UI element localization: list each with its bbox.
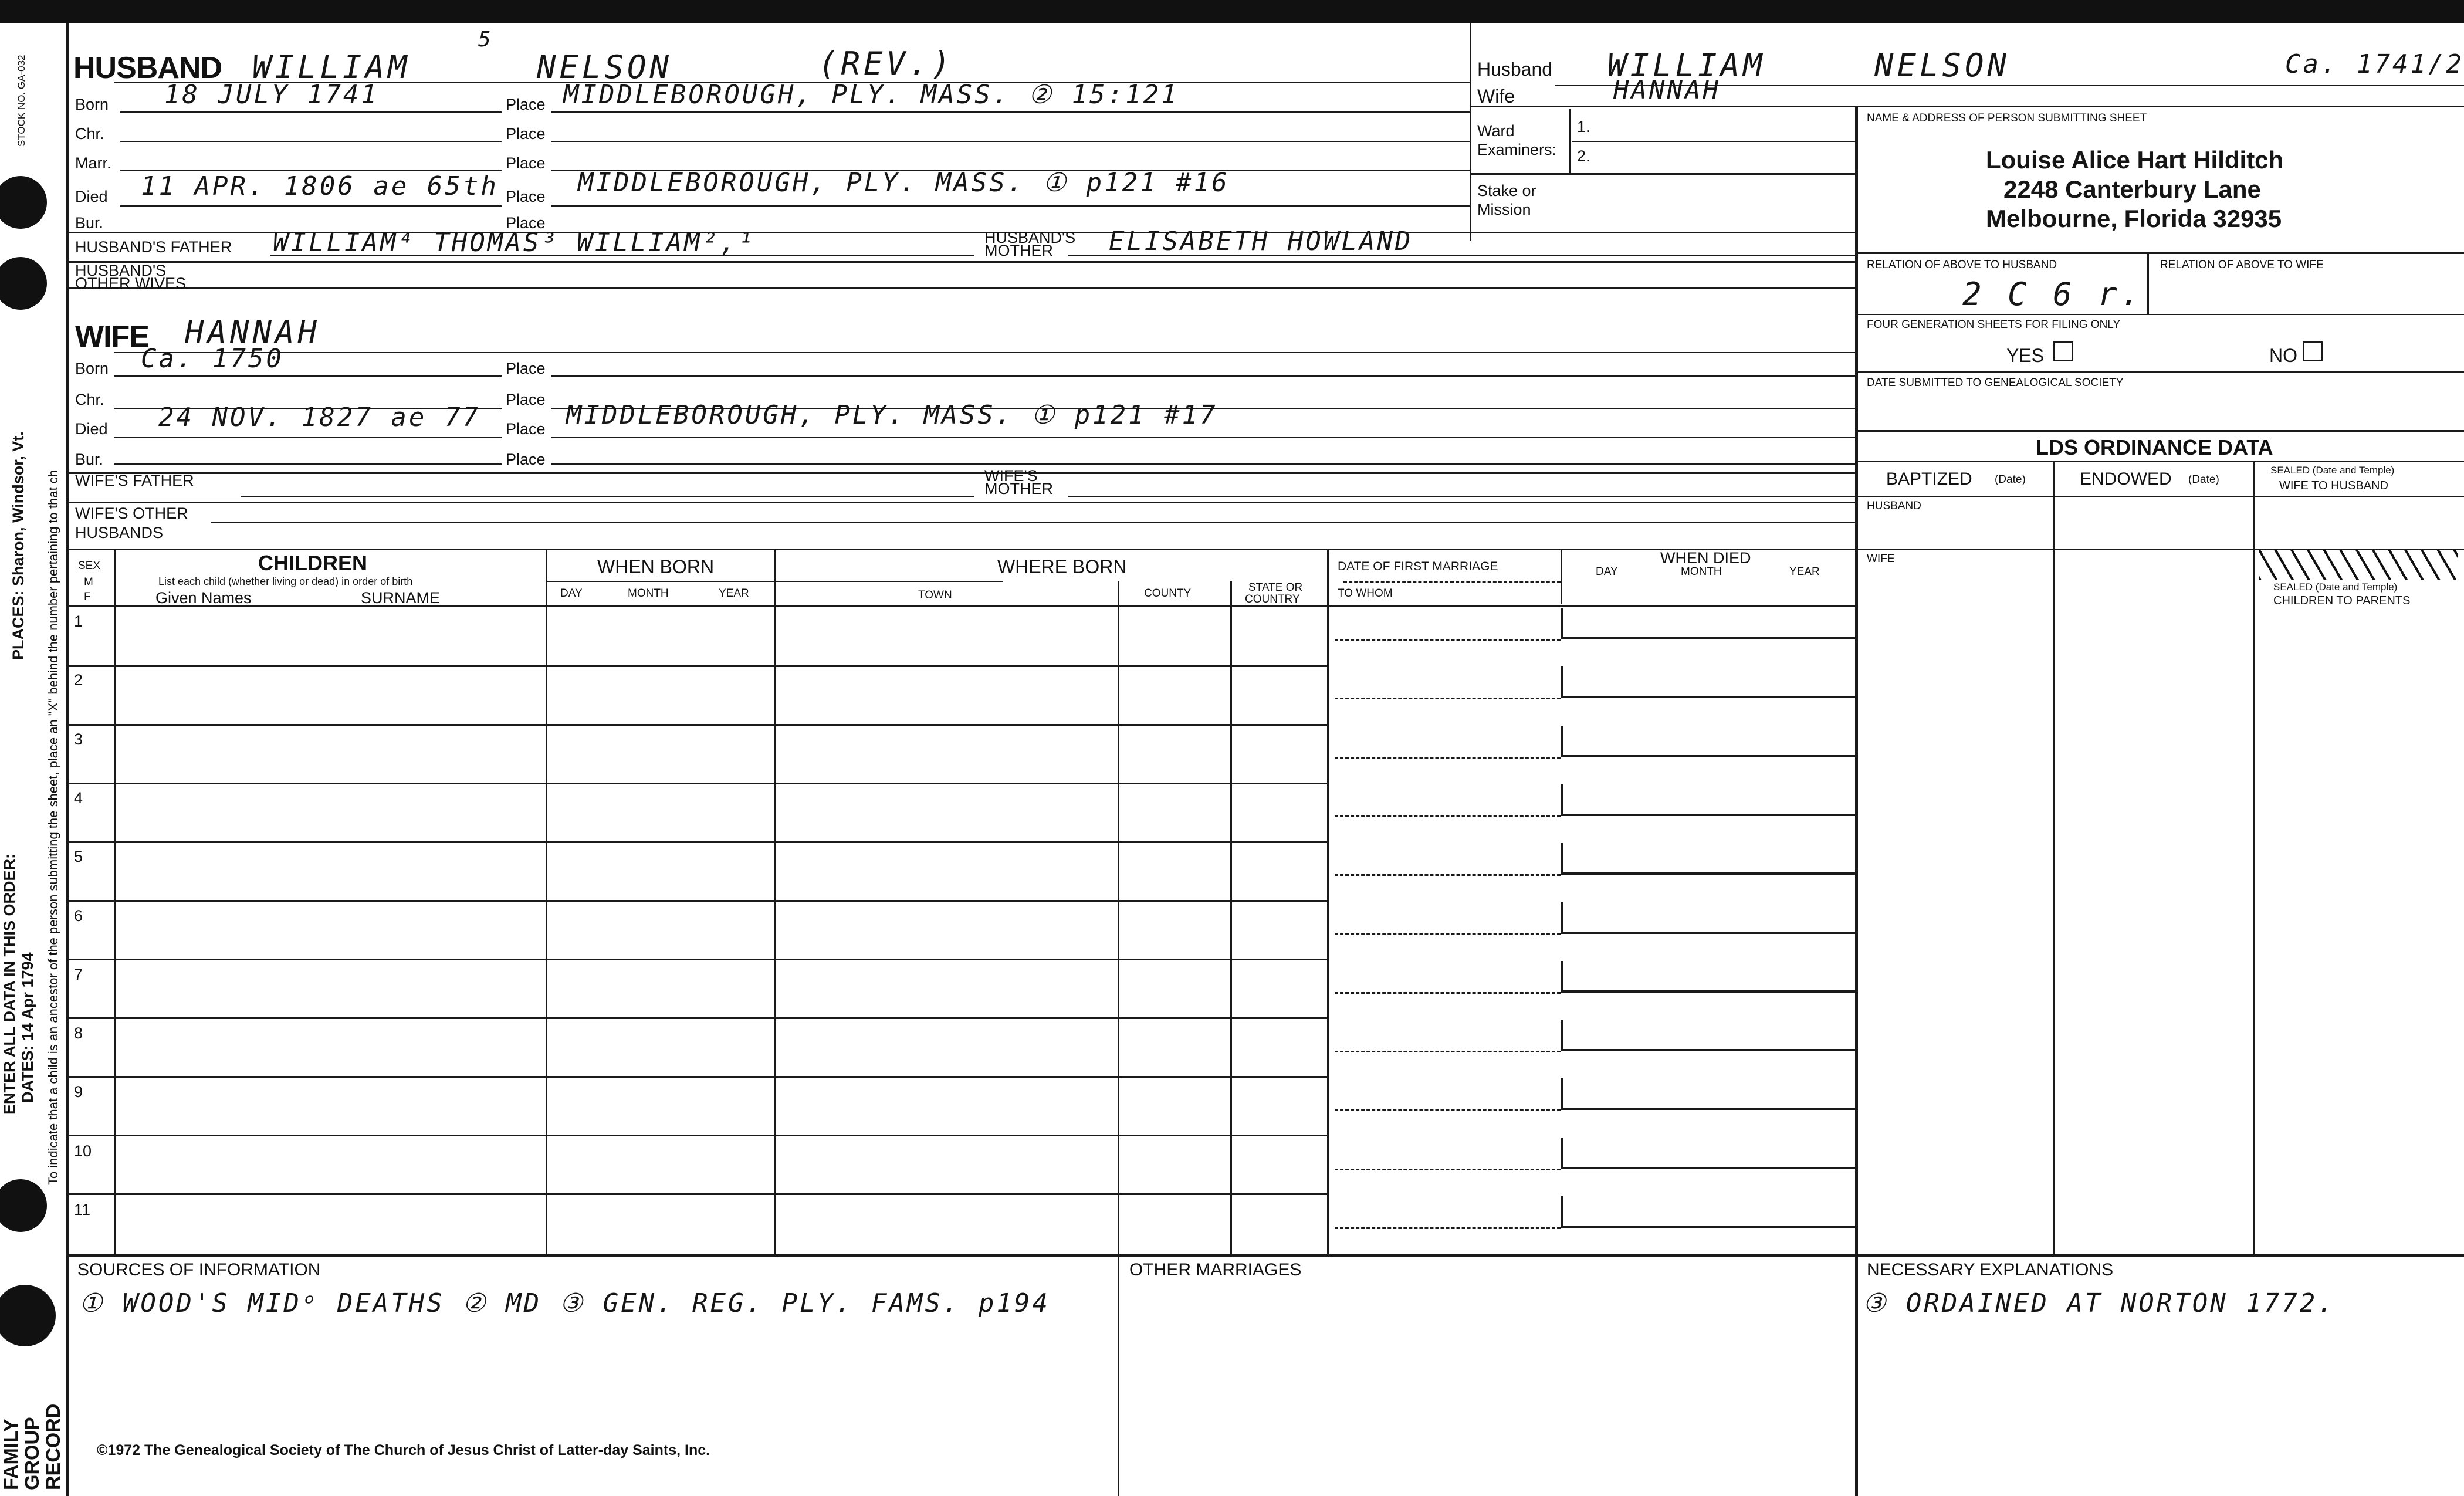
month-label: MONTH	[628, 587, 669, 600]
place-label: Place	[506, 96, 546, 113]
first-marriage-label: DATE OF FIRST MARRIAGE	[1338, 560, 1498, 573]
top-edge-band	[0, 0, 2464, 23]
place-label: Place	[506, 125, 546, 143]
rule	[551, 111, 1470, 113]
given-names-label: Given Names	[155, 589, 252, 607]
place-label: Place	[506, 188, 546, 205]
rule	[66, 900, 1327, 902]
rule	[66, 261, 1855, 263]
husband-mother-label: HUSBAND'S	[984, 229, 1076, 246]
husband-label: HUSBAND	[73, 51, 222, 85]
yes-checkbox[interactable]	[2053, 341, 2073, 361]
other-wives-label: HUSBAND'S	[75, 262, 167, 279]
sources-label: SOURCES OF INFORMATION	[77, 1260, 321, 1280]
wife-mother-label: WIFE'S	[984, 467, 1038, 485]
rule	[551, 205, 1470, 207]
rule	[66, 472, 1855, 474]
state-country-label: STATE OR	[1248, 581, 1303, 594]
child-row-number: 10	[74, 1142, 92, 1160]
child-row-number: 7	[74, 965, 83, 983]
punch-hole	[0, 1285, 56, 1346]
child-row-number: 11	[74, 1201, 91, 1219]
rule	[120, 111, 502, 113]
when-born-label: WHEN BORN	[597, 556, 715, 577]
bur-label: Bur.	[75, 451, 104, 468]
rule	[1855, 549, 2464, 550]
rule	[1855, 371, 2464, 373]
wife-father-label: WIFE'S FATHER	[75, 472, 194, 489]
child-died-box[interactable]	[1561, 726, 1857, 757]
husband-short-given: WILLIAM	[1607, 47, 1766, 84]
relation-husband-label: RELATION OF ABOVE TO HUSBAND	[1867, 259, 2057, 271]
rule	[66, 287, 1855, 289]
rule	[66, 1193, 1327, 1195]
died-day-label: DAY	[1596, 566, 1618, 578]
sources-value: ① WOOD'S MIDᵒ DEATHS ② MD ③ GEN. REG. PLY. FAMS. p194	[79, 1288, 1050, 1318]
lds-husband-row: HUSBAND	[1867, 500, 1921, 512]
wife-died-date: 24 NOV. 1827 ae 77	[158, 402, 480, 432]
child-died-box[interactable]	[1561, 1196, 1857, 1228]
rule	[66, 665, 1327, 667]
no-label: NO	[2269, 345, 2297, 366]
rule	[1327, 549, 1329, 1254]
relation-husband-value: 2 C 6 r.	[1962, 276, 2144, 313]
child-marriage-dash	[1335, 992, 1561, 994]
explanations-label: NECESSARY EXPLANATIONS	[1867, 1260, 2114, 1280]
year-label: YEAR	[719, 587, 749, 600]
husband-surname: NELSON	[537, 49, 673, 86]
other-wives-label: OTHER WIVES	[75, 275, 187, 292]
examiner-2-label: 2.	[1577, 147, 1590, 165]
husband-died-place: MIDDLEBOROUGH, PLY. MASS. ① p121 #16	[578, 168, 1230, 198]
children-note: List each child (whether living or dead) in order of birth	[158, 576, 413, 587]
stake-label: Mission	[1477, 201, 1531, 218]
child-marriage-dash	[1335, 757, 1561, 759]
died-year-label: YEAR	[1789, 566, 1820, 578]
date-submitted-label: DATE SUBMITTED TO GENEALOGICAL SOCIETY	[1867, 377, 2124, 389]
born-label: Born	[75, 360, 109, 377]
rule	[66, 605, 1855, 607]
rule	[774, 581, 1003, 582]
rule	[120, 141, 502, 142]
rule	[1569, 109, 1571, 173]
punch-hole	[0, 1179, 47, 1232]
rule	[1855, 430, 2464, 432]
rule	[551, 375, 1855, 377]
endowed-label: ENDOWED	[2080, 469, 2172, 489]
wife-mother-label: MOTHER	[984, 480, 1053, 497]
sex-f-label: F	[84, 591, 91, 603]
husband-short-label: Husband	[1477, 59, 1553, 80]
husband-father: WILLIAM⁴ THOMAS³ WILLIAM²,¹	[273, 228, 756, 258]
submitter-label: NAME & ADDRESS OF PERSON SUBMITTING SHEET	[1867, 112, 2147, 124]
chr-label: Chr.	[75, 391, 104, 408]
other-husbands-label: WIFE'S OTHER	[75, 505, 188, 522]
place-label: Place	[506, 420, 546, 438]
when-died-label: WHEN DIED	[1660, 549, 1751, 567]
husband-died-date: 11 APR. 1806 ae 65th	[141, 171, 499, 201]
rule	[1118, 1254, 1119, 1496]
husband-given-name: WILLIAM	[252, 49, 411, 86]
four-gen-label: FOUR GENERATION SHEETS FOR FILING ONLY	[1867, 319, 2121, 331]
form-left-border	[66, 23, 69, 1496]
rule	[66, 1076, 1327, 1078]
rule	[66, 783, 1327, 784]
husband-generation: 5	[478, 28, 493, 52]
rule	[66, 502, 1855, 503]
no-checkbox[interactable]	[2303, 341, 2323, 361]
rule	[551, 437, 1855, 438]
copyright-notice: ©1972 The Genealogical Society of The Church of Jesus Christ of Latter-day Saints, Inc.	[97, 1442, 710, 1458]
child-marriage-dash	[1335, 1227, 1561, 1229]
died-label: Died	[75, 188, 108, 205]
child-died-box[interactable]	[1561, 843, 1857, 875]
chr-label: Chr.	[75, 125, 104, 143]
sex-label: SEX	[78, 560, 101, 572]
child-row-number: 5	[74, 848, 83, 866]
where-born-label: WHERE BORN	[997, 556, 1127, 577]
child-marriage-dash	[1335, 1051, 1561, 1052]
rule	[114, 375, 502, 377]
rule	[2253, 461, 2255, 1254]
enter-data-order: ENTER ALL DATA IN THIS ORDER:	[1, 854, 18, 1115]
lds-title: LDS ORDINANCE DATA	[2036, 435, 2273, 459]
form-title-group: GROUP	[21, 1417, 43, 1490]
submitter-line-1: Louise Alice Hart Hilditch	[1986, 146, 2284, 174]
rule	[774, 549, 776, 1254]
rule	[1855, 461, 2464, 462]
stock-number: STOCK NO. GA-032	[16, 55, 27, 147]
child-marriage-dash	[1335, 639, 1561, 641]
child-marriage-dash	[1335, 933, 1561, 935]
child-row-number: 1	[74, 612, 83, 630]
place-label: Place	[506, 360, 546, 377]
rule	[1855, 496, 2464, 497]
child-marriage-dash	[1335, 815, 1561, 817]
dates-note: DATES: 14 Apr 1794	[19, 952, 36, 1103]
rule	[114, 352, 1855, 353]
yes-label: YES	[2006, 345, 2045, 366]
surname-label: SURNAME	[361, 589, 441, 607]
child-marriage-dash	[1335, 1109, 1561, 1111]
header-dash	[1343, 581, 1561, 583]
rule	[120, 205, 502, 207]
husband-date-note: Ca. 1741/2	[2285, 49, 2464, 79]
rule	[114, 463, 502, 465]
rule	[66, 841, 1327, 843]
to-whom-label: TO WHOM	[1338, 587, 1393, 600]
wife-died-place: MIDDLEBOROUGH, PLY. MASS. ① p121 #17	[566, 400, 1218, 430]
rule	[66, 1254, 2464, 1257]
rule	[66, 1135, 1327, 1136]
punch-hole	[0, 257, 47, 310]
rule	[2147, 252, 2149, 314]
child-died-box[interactable]	[1561, 608, 1857, 639]
rule	[66, 959, 1327, 960]
ancestor-instruction: To indicate that a child is an ancestor of the person submitting the sheet, place an "X" behind the number pertaining to that ch	[46, 469, 60, 1185]
rule	[66, 724, 1327, 726]
baptized-label: BAPTIZED	[1886, 469, 1972, 489]
rule	[66, 1017, 1327, 1019]
child-died-box[interactable]	[1561, 666, 1857, 698]
examiner-1-label: 1.	[1577, 118, 1590, 136]
child-row-number: 6	[74, 906, 83, 925]
children-title: CHILDREN	[258, 551, 367, 575]
rule	[241, 496, 974, 497]
marr-label: Marr.	[75, 154, 111, 172]
county-label: COUNTY	[1144, 587, 1192, 600]
husband-title: (REV.)	[818, 45, 955, 82]
submitter-line-2: 2248 Canterbury Lane	[2003, 175, 2261, 203]
rule	[551, 141, 1470, 142]
hatched-area	[2259, 550, 2458, 580]
husband-born-place: MIDDLEBOROUGH, PLY. MASS. ② 15:121	[563, 80, 1179, 110]
husband-short-surname: NELSON	[1874, 47, 2011, 84]
form-title-record: RECORD	[42, 1403, 65, 1490]
rule	[1230, 581, 1232, 1254]
stake-label: Stake or	[1477, 182, 1536, 199]
rule	[114, 437, 502, 438]
child-died-box[interactable]	[1561, 902, 1857, 934]
other-marriages-label: OTHER MARRIAGES	[1129, 1260, 1302, 1280]
place-label: Place	[506, 154, 546, 172]
husband-mother-label: MOTHER	[984, 242, 1053, 259]
wife-short-name: HANNAH	[1613, 75, 1721, 105]
explanations-value: ③ ORDAINED AT NORTON 1772.	[1863, 1288, 2336, 1318]
relation-wife-label: RELATION OF ABOVE TO WIFE	[2160, 259, 2324, 271]
rule	[1068, 496, 1855, 497]
day-label: DAY	[560, 587, 583, 600]
form-title-family: FAMILY	[0, 1419, 22, 1490]
child-died-box[interactable]	[1561, 961, 1857, 993]
child-row-number: 8	[74, 1024, 83, 1043]
child-marriage-dash	[1335, 874, 1561, 876]
header-divider	[1470, 23, 1471, 241]
child-row-number: 3	[74, 730, 83, 748]
child-row-number: 4	[74, 788, 83, 807]
place-label: Place	[506, 214, 546, 232]
rule	[1118, 581, 1119, 1254]
punch-hole	[0, 176, 47, 229]
sex-m-label: M	[84, 576, 93, 588]
died-label: Died	[75, 420, 108, 438]
date-label: (Date)	[2188, 473, 2219, 486]
husband-mother: ELISABETH HOWLAND	[1109, 226, 1413, 256]
bur-label: Bur.	[75, 214, 104, 232]
rule	[546, 549, 547, 1254]
places-note: PLACES: Sharon, Windsor, Vt.	[9, 431, 27, 660]
place-label: Place	[506, 451, 546, 468]
rule	[1561, 549, 1562, 604]
husband-born-date: 18 JULY 1741	[164, 80, 379, 110]
child-died-box[interactable]	[1561, 784, 1857, 816]
rule	[66, 549, 1855, 550]
child-marriage-dash	[1335, 698, 1561, 699]
wife-short-label: Wife	[1477, 86, 1515, 107]
child-row-number: 2	[74, 671, 83, 689]
child-died-box[interactable]	[1561, 1078, 1857, 1110]
rule	[1855, 252, 2464, 254]
wife-name: HANNAH	[185, 314, 321, 351]
sealed-children-label: SEALED (Date and Temple)	[2273, 581, 2398, 593]
rule	[114, 549, 116, 1254]
state-country-label: COUNTRY	[1245, 593, 1300, 605]
sealed-wife-label: WIFE TO HUSBAND	[2279, 479, 2388, 492]
lds-wife-row: WIFE	[1867, 553, 1895, 565]
sealed-children-label: CHILDREN TO PARENTS	[2273, 594, 2411, 607]
sealed-wife-label: SEALED (Date and Temple)	[2270, 465, 2395, 476]
child-died-box[interactable]	[1561, 1020, 1857, 1051]
wife-born-date: Ca. 1750	[141, 344, 284, 374]
other-husbands-label: HUSBANDS	[75, 524, 164, 541]
town-label: TOWN	[918, 589, 952, 601]
rule	[1572, 141, 1855, 142]
examiners-label: Examiners:	[1477, 141, 1557, 158]
date-label: (Date)	[1995, 473, 2026, 486]
rule	[1855, 314, 2464, 315]
ward-label: Ward	[1477, 122, 1515, 140]
rule	[1470, 173, 1855, 175]
place-label: Place	[506, 391, 546, 408]
born-label: Born	[75, 96, 109, 113]
died-month-label: MONTH	[1681, 566, 1722, 578]
rule	[1470, 106, 2464, 107]
wife-label: WIFE	[75, 320, 149, 354]
child-marriage-dash	[1335, 1169, 1561, 1170]
submitter-line-3: Melbourne, Florida 32935	[1986, 205, 2282, 232]
rule	[2053, 461, 2055, 1254]
rule	[551, 463, 1855, 465]
rule	[546, 581, 774, 582]
child-row-number: 9	[74, 1083, 83, 1101]
rule	[211, 522, 1855, 523]
child-died-box[interactable]	[1561, 1138, 1857, 1169]
husband-father-label: HUSBAND'S FATHER	[75, 238, 232, 256]
